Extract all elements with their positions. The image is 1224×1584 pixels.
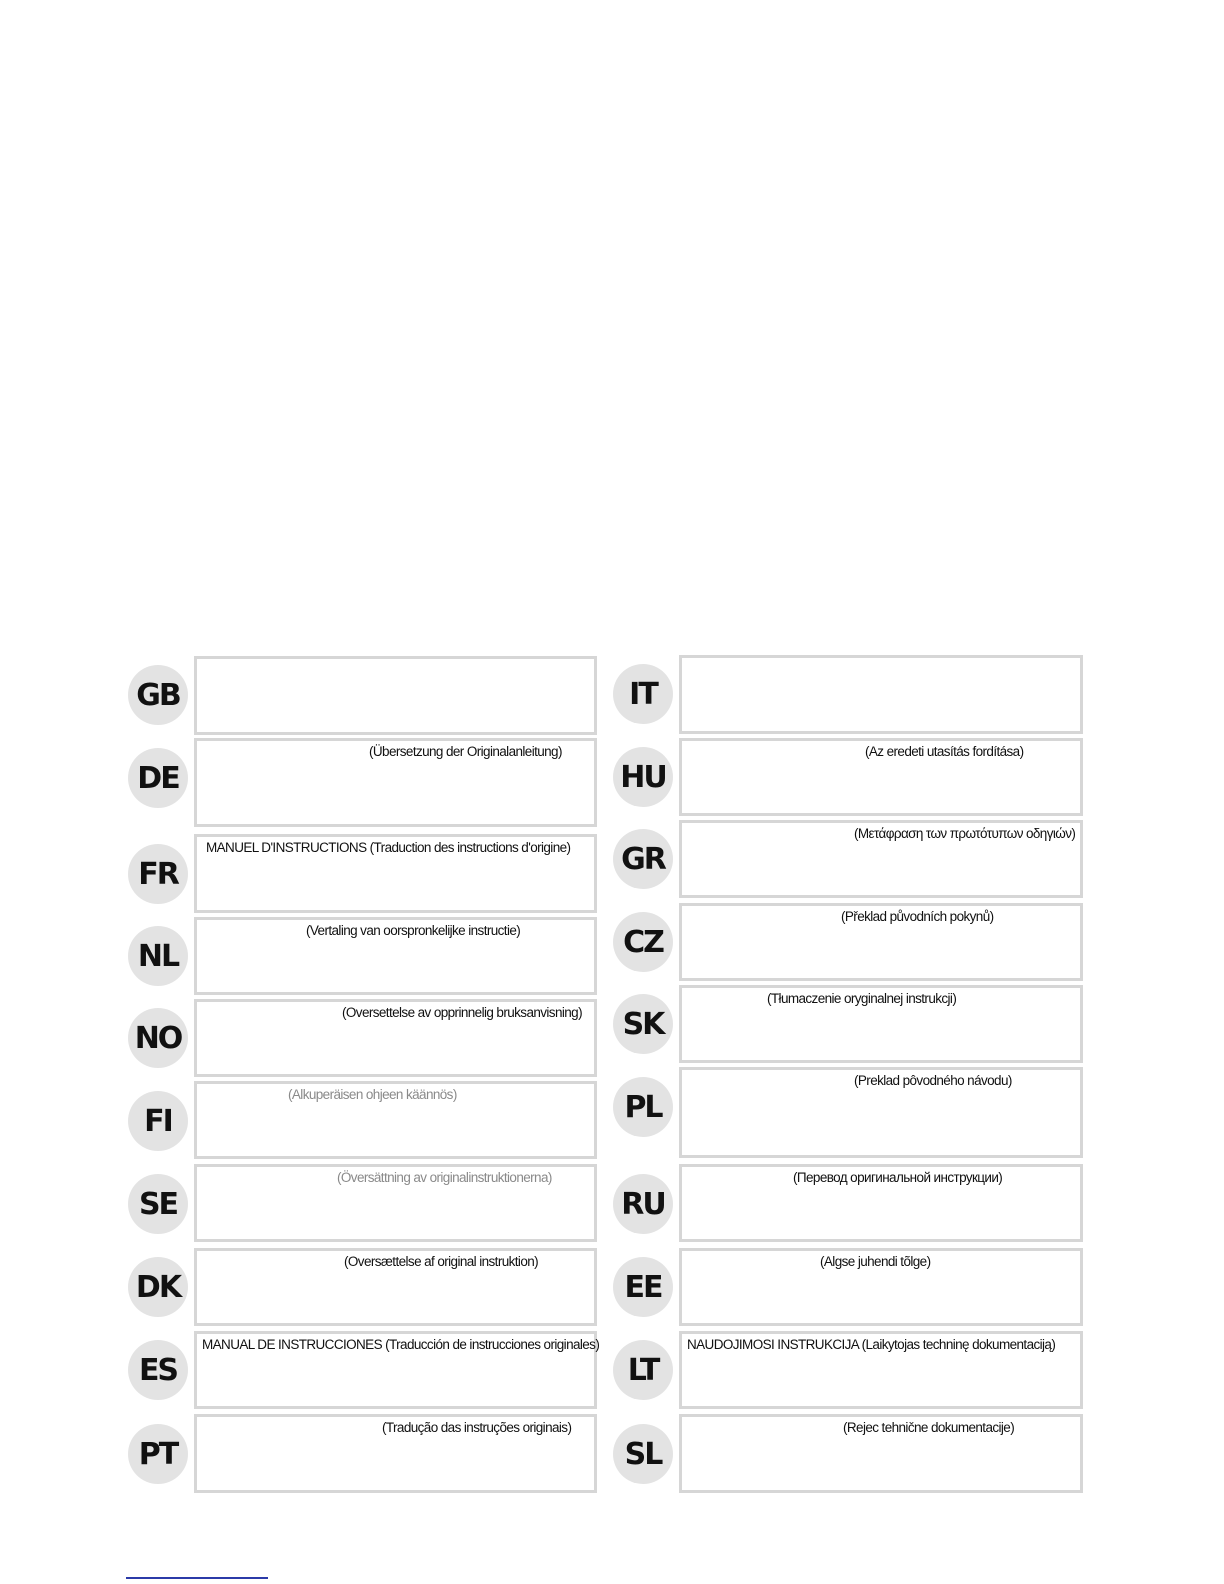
language-caption: (Перевод оригинальной инструкции): [793, 1170, 1003, 1185]
language-box: [194, 1081, 597, 1159]
language-box: [194, 1248, 597, 1326]
language-badge: SK: [613, 994, 673, 1054]
language-badge: FR: [128, 844, 188, 904]
language-badge: SL: [613, 1424, 673, 1484]
language-badge: NO: [128, 1008, 188, 1068]
language-badge: IT: [613, 664, 673, 724]
language-box: [679, 1331, 1083, 1409]
language-badge: HU: [613, 747, 673, 807]
language-box: [194, 1331, 600, 1409]
language-caption: NAUDOJIMOSI INSTRUKCIJA (Laikytojas techninę dokumentaciją): [687, 1337, 1056, 1352]
language-box: [679, 655, 1083, 734]
language-badge: LT: [613, 1340, 673, 1400]
language-caption: MANUAL DE INSTRUCCIONES (Traducción de instrucciones originales): [202, 1337, 600, 1352]
language-caption: (Algse juhendi tõlge): [820, 1254, 931, 1269]
language-caption: (Oversættelse af original instruktion): [344, 1254, 539, 1269]
language-caption: (Oversettelse av opprinnelig bruksanvisning): [342, 1005, 582, 1020]
language-badge: NL: [128, 926, 188, 986]
language-caption: (Vertaling van oorspronkelijke instructie): [306, 923, 521, 938]
language-badge: DE: [128, 748, 188, 808]
language-badge: RU: [613, 1174, 673, 1234]
language-box: [194, 917, 597, 995]
language-box: [194, 738, 597, 827]
language-caption: (Az eredeti utasítás fordítása): [865, 744, 1024, 759]
footer-rule: [126, 1577, 268, 1579]
language-box: [194, 656, 597, 735]
language-box: [194, 999, 597, 1077]
language-caption: (Rejec tehnične dokumentacije): [843, 1420, 1015, 1435]
language-box: [679, 738, 1083, 816]
language-box: [679, 820, 1083, 898]
language-box: [679, 1164, 1083, 1242]
language-box: [194, 1164, 597, 1242]
language-badge: FI: [128, 1091, 188, 1151]
language-badge: SE: [128, 1174, 188, 1234]
language-box: [679, 1248, 1083, 1326]
language-badge: GB: [128, 665, 188, 725]
language-box: [679, 1414, 1083, 1493]
language-caption: (Μετάφραση των πρωτότυπων οδηγιών): [854, 826, 1076, 841]
language-caption: (Översättning av originalinstruktionerna): [337, 1170, 552, 1185]
language-badge: GR: [613, 829, 673, 889]
language-box: [194, 834, 597, 913]
language-caption: (Preklad pôvodného návodu): [854, 1073, 1012, 1088]
language-box: [679, 985, 1083, 1063]
language-caption: (Alkuperäisen ohjeen käännös): [288, 1087, 457, 1102]
language-caption: (Tłumaczenie oryginalnej instrukcji): [767, 991, 957, 1006]
language-badge: DK: [128, 1257, 188, 1317]
language-caption: (Překlad původních pokynů): [841, 909, 994, 924]
language-caption: (Übersetzung der Originalanleitung): [369, 744, 562, 759]
language-badge: CZ: [613, 912, 673, 972]
language-box: [679, 1067, 1083, 1158]
language-box: [679, 903, 1083, 981]
language-badge: PL: [613, 1077, 673, 1137]
language-badge: ES: [128, 1340, 188, 1400]
language-badge: EE: [613, 1257, 673, 1317]
language-badge: PT: [128, 1424, 188, 1484]
language-box: [194, 1414, 597, 1493]
language-caption: MANUEL D'INSTRUCTIONS (Traduction des instructions d'origine): [206, 840, 571, 855]
language-caption: (Tradução das instruções originais): [382, 1420, 572, 1435]
